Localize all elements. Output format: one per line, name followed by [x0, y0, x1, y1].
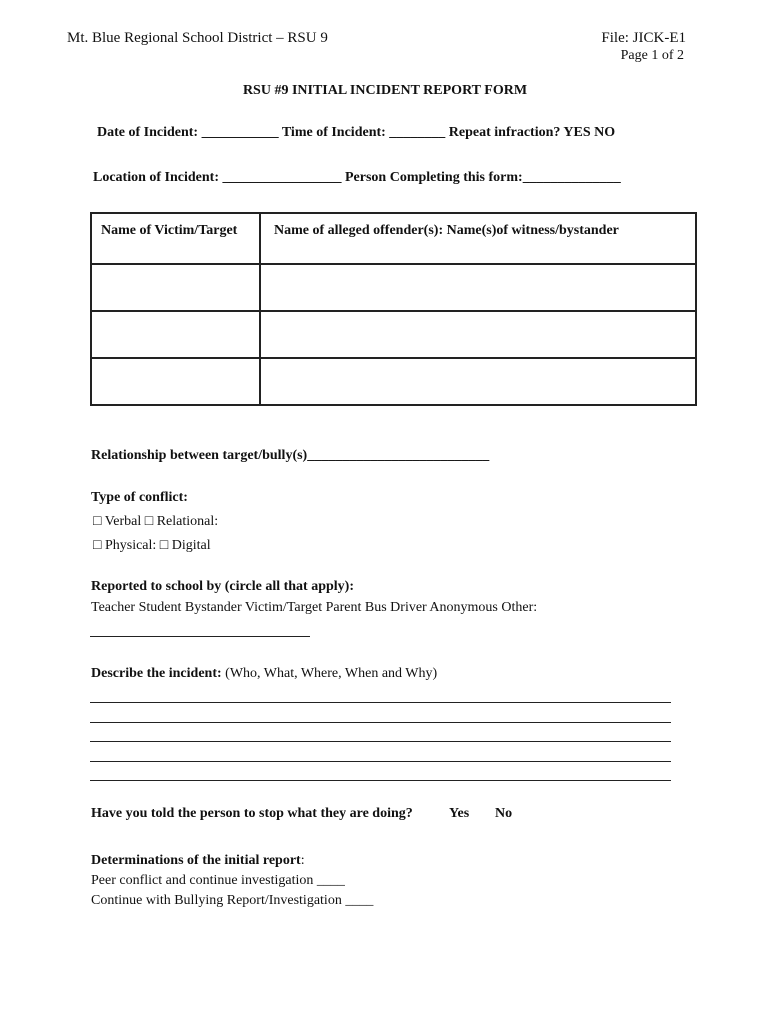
offender-header-cell — [260, 213, 696, 264]
told-stop-question: Have you told the person to stop what they are doing? — [91, 806, 413, 821]
page-number: Page 1 of 2 — [620, 48, 684, 63]
relationship-line[interactable]: Relationship between target/bully(s)__________________________ — [91, 448, 490, 463]
victim-cell[interactable] — [91, 264, 260, 311]
determinations-heading: Determinations of the initial report — [91, 853, 301, 868]
describe-label-line — [91, 666, 437, 682]
file-code: File: JICK-E1 — [601, 30, 686, 46]
told-no-option[interactable]: No — [495, 806, 513, 821]
table-row — [91, 358, 696, 405]
victim-cell[interactable] — [91, 358, 260, 405]
describe-line[interactable] — [90, 780, 671, 781]
other-blank-line[interactable] — [90, 636, 310, 637]
table-row — [91, 311, 696, 358]
location-person-line[interactable]: Location of Incident: _________________ Person Completing this form:______________ — [93, 170, 621, 185]
reported-heading: Reported to school by (circle all that apply): — [91, 579, 354, 594]
determinations-heading-line — [91, 853, 305, 869]
district-name: Mt. Blue Regional School District – RSU 9 — [67, 30, 328, 46]
describe-label: Describe the incident: — [91, 666, 222, 681]
date-time-repeat-line[interactable]: Date of Incident: ___________ Time of Incident: ________ Repeat infraction? YES NO — [97, 125, 616, 140]
offender-cell[interactable] — [260, 311, 696, 358]
table-row — [91, 264, 696, 311]
determination-option-peer-conflict[interactable]: Peer conflict and continue investigation ____ — [91, 873, 345, 888]
conflict-heading: Type of conflict: — [91, 490, 188, 505]
offender-cell[interactable] — [260, 358, 696, 405]
describe-line[interactable] — [90, 702, 671, 703]
describe-line[interactable] — [90, 741, 671, 742]
reported-options[interactable]: Teacher Student Bystander Victim/Target Parent Bus Driver Anonymous Other: — [91, 600, 538, 615]
describe-line[interactable] — [90, 722, 671, 723]
offender-cell[interactable] — [260, 264, 696, 311]
victim-header-cell — [91, 213, 260, 264]
describe-hint: (Who, What, Where, When and Why) — [225, 666, 438, 681]
determinations-colon: : — [300, 853, 305, 868]
offender-witness-column-header: Name of alleged offender(s): Name(s)of witness/bystander — [274, 223, 619, 238]
determination-option-bullying[interactable]: Continue with Bullying Report/Investigation ____ — [91, 893, 374, 908]
form-title: RSU #9 INITIAL INCIDENT REPORT FORM — [242, 83, 528, 98]
conflict-options-row-2[interactable]: □ Physical: □ Digital — [93, 538, 211, 553]
names-table — [90, 212, 697, 406]
conflict-options-row-1[interactable]: □ Verbal □ Relational: — [93, 514, 219, 529]
describe-line[interactable] — [90, 761, 671, 762]
victim-column-header: Name of Victim/Target — [101, 223, 238, 238]
told-yes-option[interactable]: Yes — [449, 806, 470, 821]
victim-cell[interactable] — [91, 311, 260, 358]
